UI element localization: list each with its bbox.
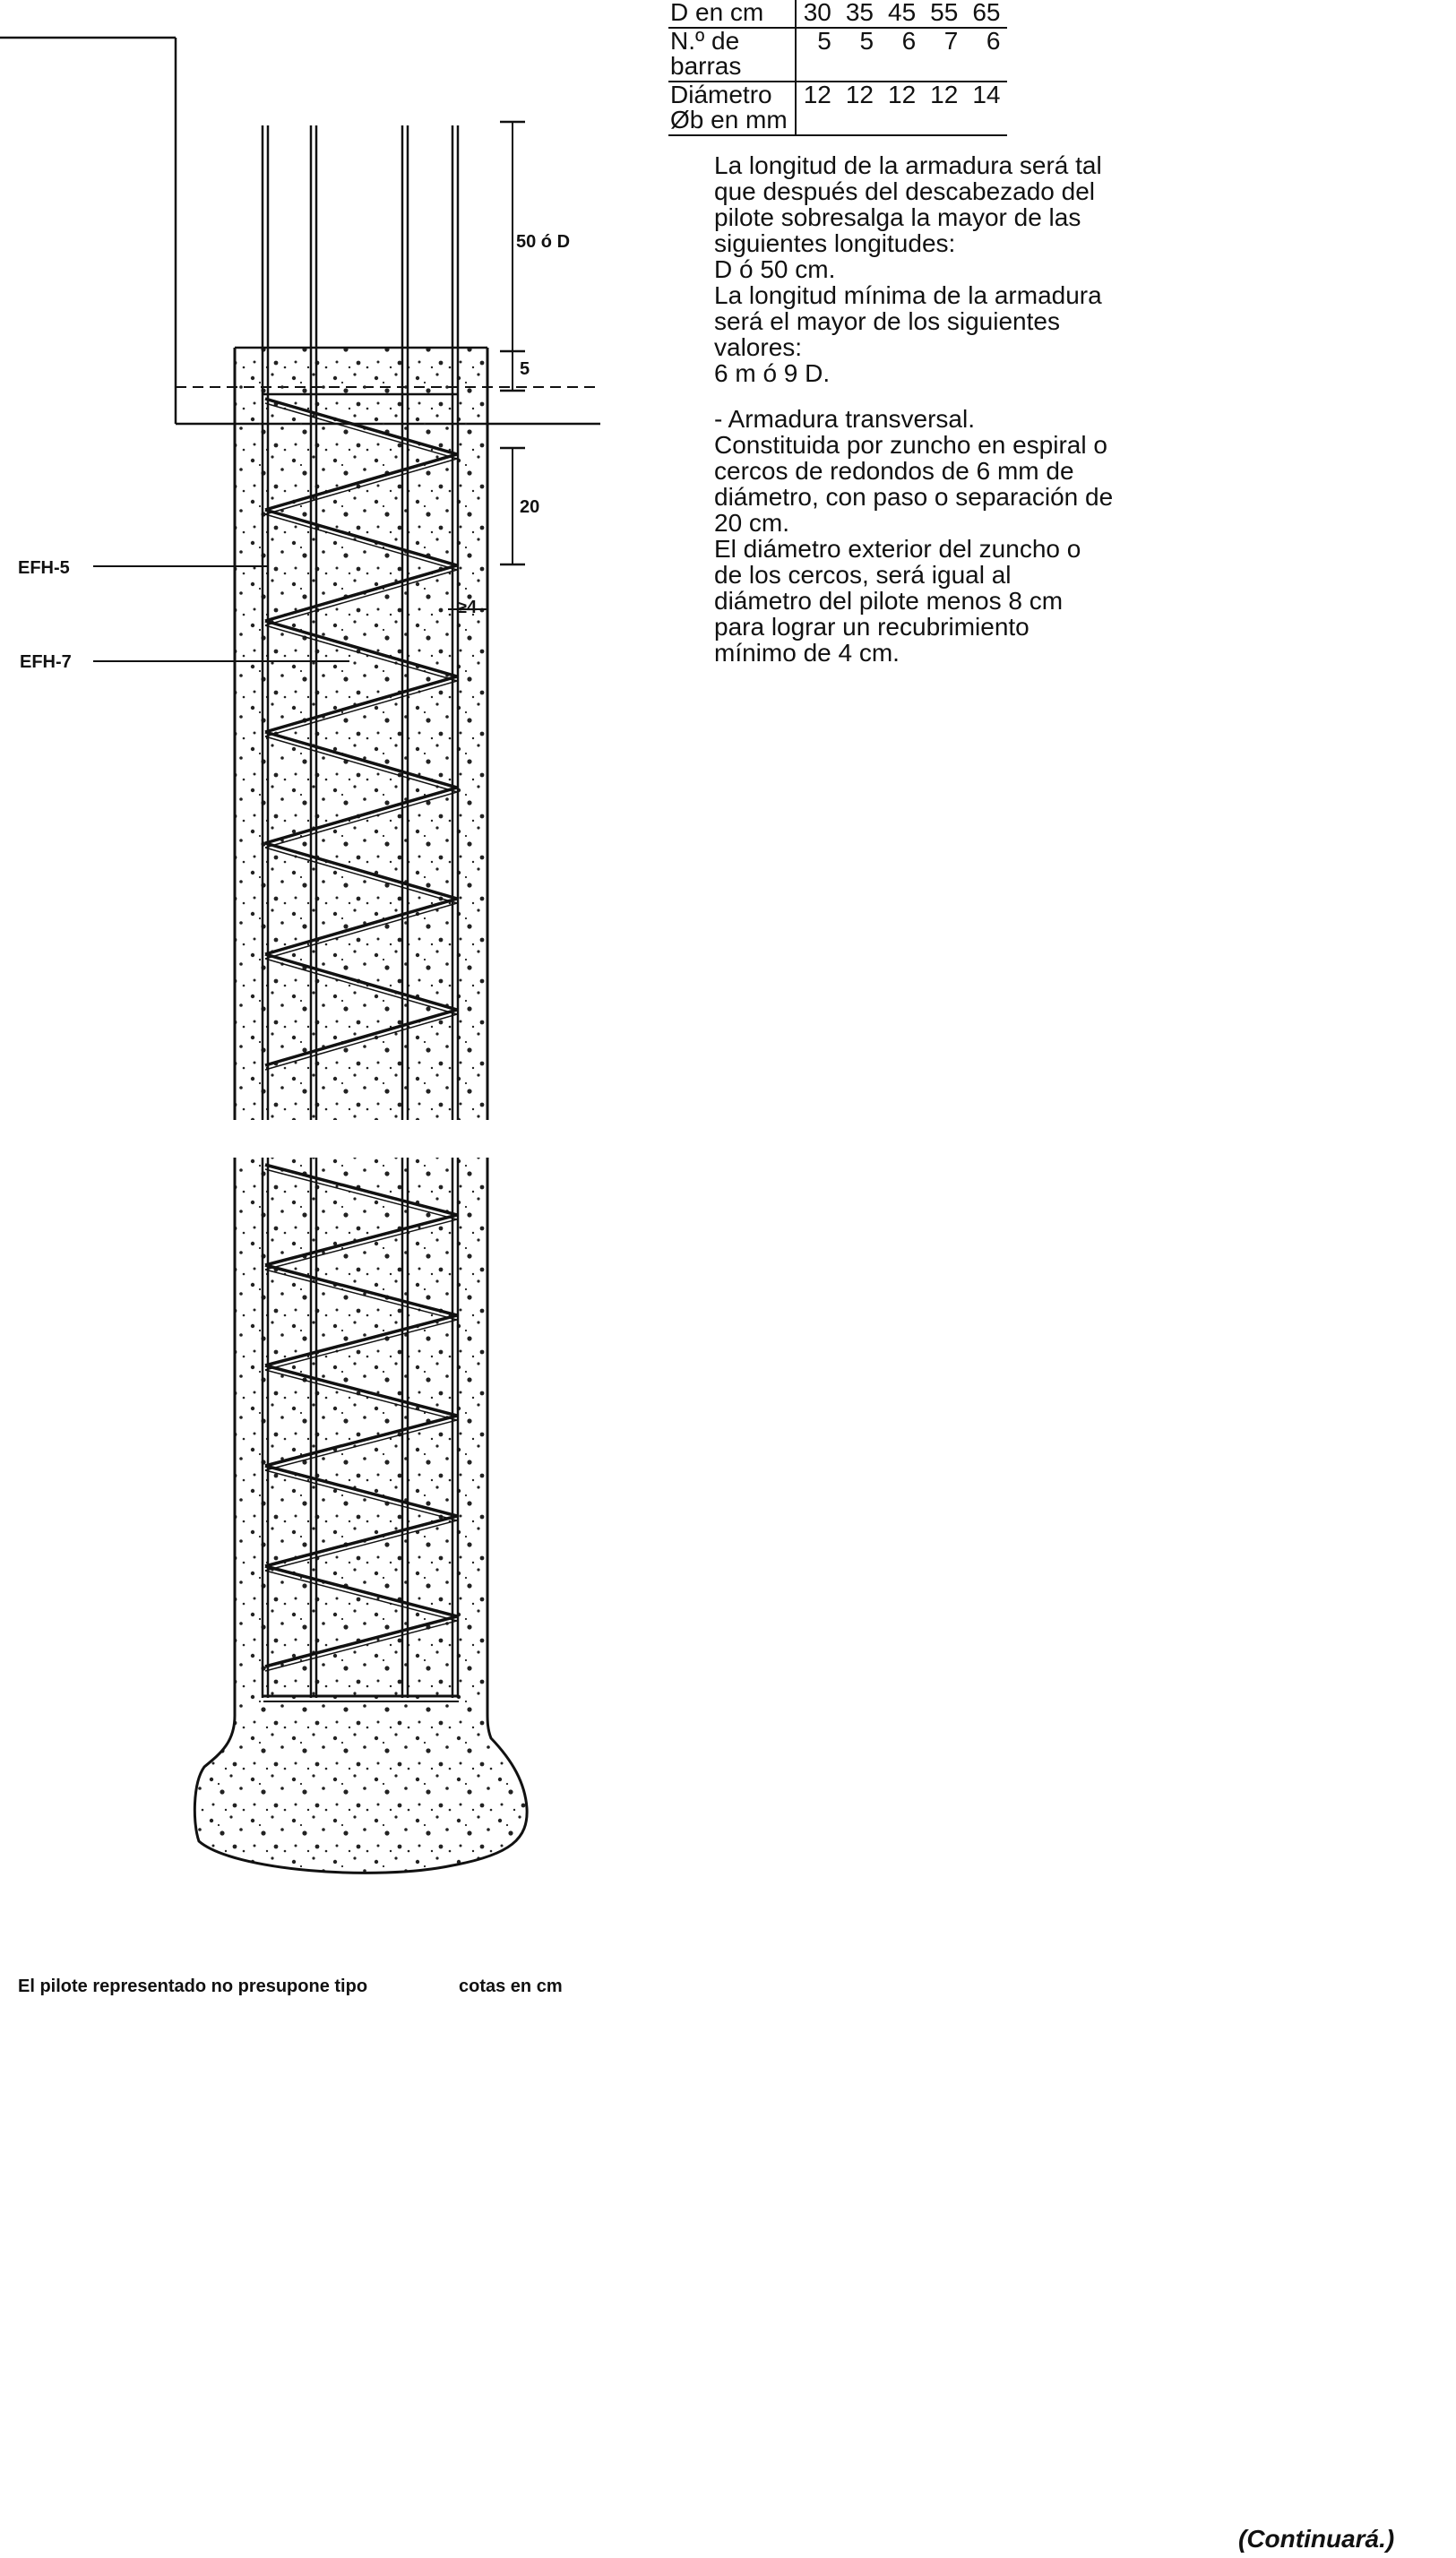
table-row-label: N.º de barras (668, 28, 796, 82)
table-cell: 12 (803, 81, 831, 108)
table-cell: 6 (901, 27, 917, 55)
dim-5-label: 5 (520, 359, 530, 379)
paragraph-length-values: D ó 50 cm. (714, 255, 836, 283)
table-cell: 45 (888, 0, 917, 26)
dim-4-label: ≥4 (457, 598, 478, 617)
pile-lower-section (194, 1158, 527, 1873)
table-cell: 12 (930, 81, 959, 108)
table-cell: 30 (803, 0, 831, 26)
transverse-title: - Armadura transversal. (714, 405, 975, 433)
dim-20-label: 20 (520, 497, 540, 517)
table-cell: 65 (972, 0, 1001, 26)
footer-units: cotas en cm (459, 1977, 563, 1996)
table-cell: 5 (859, 27, 874, 55)
label-efh5: EFH-5 (18, 558, 70, 578)
table-row-label: Diámetro Øb en mm (668, 82, 796, 135)
dim-top-label: 50 ó D (516, 232, 571, 252)
continuara-label: (Continuará.) (1238, 2525, 1395, 2553)
paragraph-min-length: La longitud mínima de la armadura será el mayor de los siguientes valores: (714, 281, 1102, 361)
paragraph-transverse: Constituida por zuncho en espiral o cercos de redondos de 6 mm de diámetro, con paso o separación de 20 cm. (714, 431, 1114, 537)
table-cell: 12 (845, 81, 874, 108)
paragraph-outer-diameter: El diámetro exterior del zuncho o de los cercos, será igual al diámetro del pilote menos 8 cm para lograr un recubrimiento mínimo de 4 cm. (714, 535, 1081, 667)
table-row-label: D en cm (668, 0, 796, 28)
paragraph-length: La longitud de la armadura será tal que después del descabezado del pilote sobresalga la mayor de las siguientes longitudes: (714, 151, 1102, 257)
table-cell: 12 (888, 81, 917, 108)
label-efh7: EFH-7 (20, 652, 72, 672)
table-cell: 14 (972, 81, 1001, 108)
footer-note: El pilote representado no presupone tipo (18, 1977, 368, 1996)
table-cell: 55 (930, 0, 959, 26)
table-cell: 5 (817, 27, 831, 55)
paragraph-min-length-values: 6 m ó 9 D. (714, 359, 831, 387)
table-cell: 7 (943, 27, 959, 55)
table-cell: 35 (845, 0, 874, 26)
table-cell: 6 (986, 27, 1001, 55)
